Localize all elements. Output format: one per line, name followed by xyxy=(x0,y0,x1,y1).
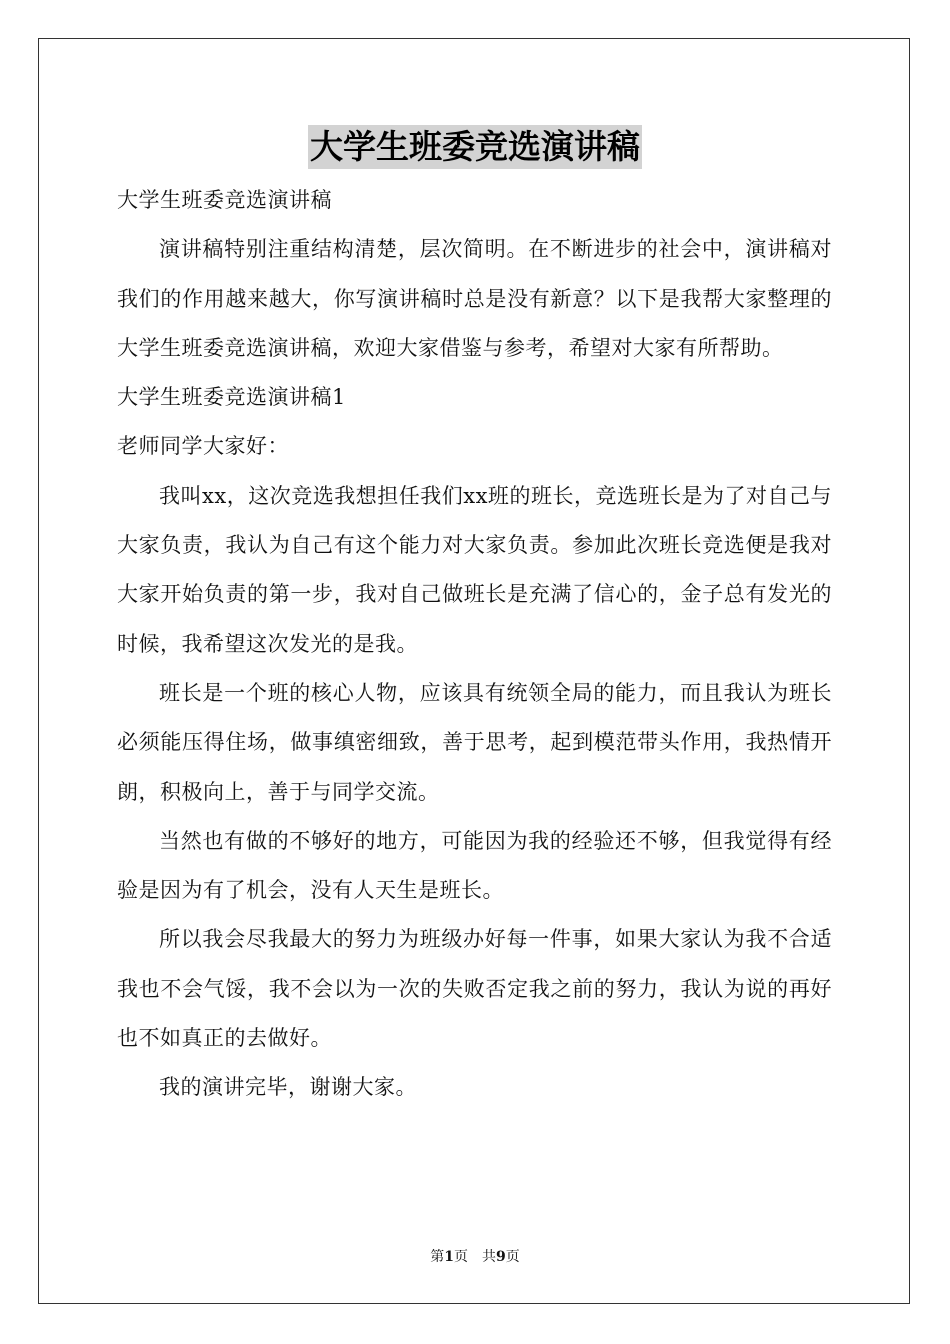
document-body xyxy=(117,176,832,1113)
total-suffix: 页 xyxy=(505,1249,520,1265)
title-container xyxy=(0,125,950,169)
paragraph: 当然也有做的不够好的地方，可能因为我的经验还不够，但我觉得有经验是因为有了机会，没有人天生是班长。 xyxy=(117,828,832,903)
paragraph: 大学生班委竞选演讲稿 xyxy=(117,188,332,212)
paragraph: 我叫xx，这次竞选我想担任我们xx班的班长，竞选班长是为了对自己与大家负责，我认为自己有这个能力对大家负责。参加此次班长竞选便是我对大家开始负责的第一步，我对自己做班长是充满了信心的，金子总有发光的时候，我希望这次发光的是我。 xyxy=(117,483,832,656)
page-prefix: 第 xyxy=(430,1249,445,1265)
paragraph: 大学生班委竞选演讲稿1 xyxy=(117,385,346,410)
page-footer xyxy=(0,1247,950,1267)
paragraph: 所以我会尽我最大的努力为班级办好每一件事，如果大家认为我不合适我也不会气馁，我不会以为一次的失败否定我之前的努力，我认为说的再好也不如真正的去做好。 xyxy=(117,927,832,1051)
page-suffix: 页 xyxy=(454,1249,468,1265)
paragraph: 我的演讲完毕，谢谢大家。 xyxy=(159,1075,417,1100)
paragraph: 班长是一个班的核心人物，应该具有统领全局的能力，而且我认为班长必须能压得住场，做事缜密细致，善于思考，起到模范带头作用，我热情开朗，积极向上，善于与同学交流。 xyxy=(117,680,832,804)
current-page-number: 1 xyxy=(444,1249,454,1265)
paragraph: 演讲稿特别注重结构清楚，层次简明。在不断进步的社会中，演讲稿对我们的作用越来越大，你写演讲稿时总是没有新意？以下是我帮大家整理的大学生班委竞选演讲稿，欢迎大家借鉴与参考，希望对大家有所帮助。 xyxy=(117,237,832,360)
total-pages-indicator xyxy=(482,1249,520,1265)
total-prefix: 共 xyxy=(482,1249,496,1265)
paragraph: 老师同学大家好： xyxy=(117,434,289,459)
page-indicator xyxy=(430,1249,468,1265)
total-pages-number: 9 xyxy=(496,1249,506,1265)
document-title: 大学生班委竞选演讲稿 xyxy=(308,125,642,169)
